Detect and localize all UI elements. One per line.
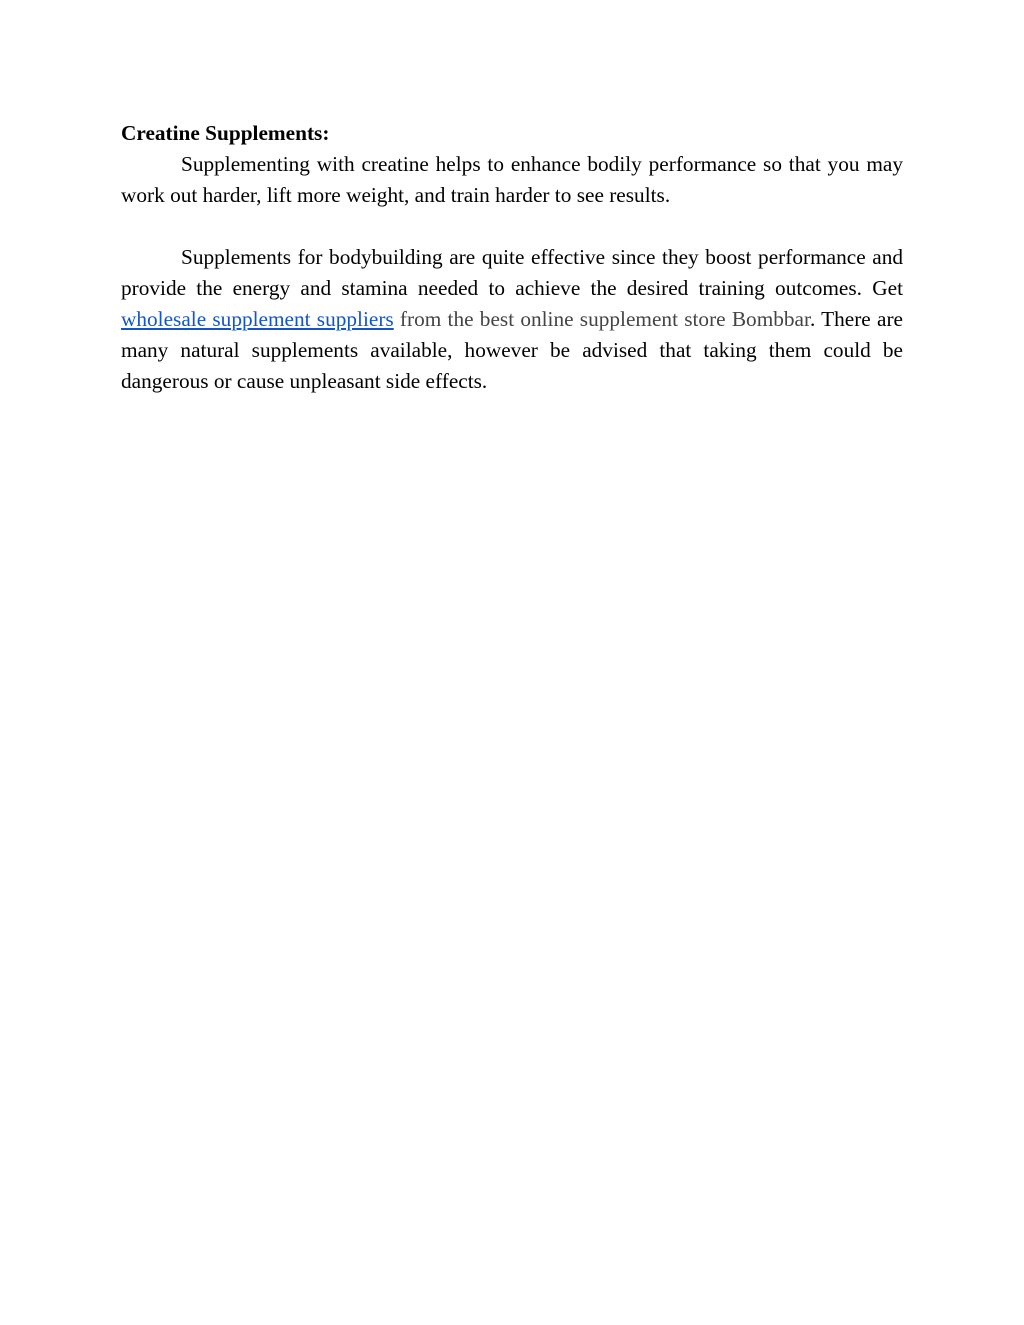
document-page [121, 118, 903, 397]
wholesale-supplement-suppliers-link[interactable]: wholesale supplement suppliers [121, 307, 394, 331]
paragraph-text-after: . There are many natural supplements available, however be advised that taking them could be dangerous or cause unpleasant side effects. [121, 307, 903, 393]
paragraph-text-muted: from the best online supplement store Bombbar [393, 307, 810, 331]
paragraph-text-before-link: Supplements for bodybuilding are quite effective since they boost performance and provide the energy and stamina needed to achieve the desired training outcomes. Get [121, 245, 903, 300]
section-heading: Creatine Supplements: [121, 121, 330, 145]
paragraph-creatine: Supplementing with creatine helps to enhance bodily performance so that you may work out harder, lift more weight, and train harder to see results. [121, 152, 903, 207]
paragraph-spacer [121, 211, 903, 242]
paragraph-bodybuilding [121, 242, 903, 397]
